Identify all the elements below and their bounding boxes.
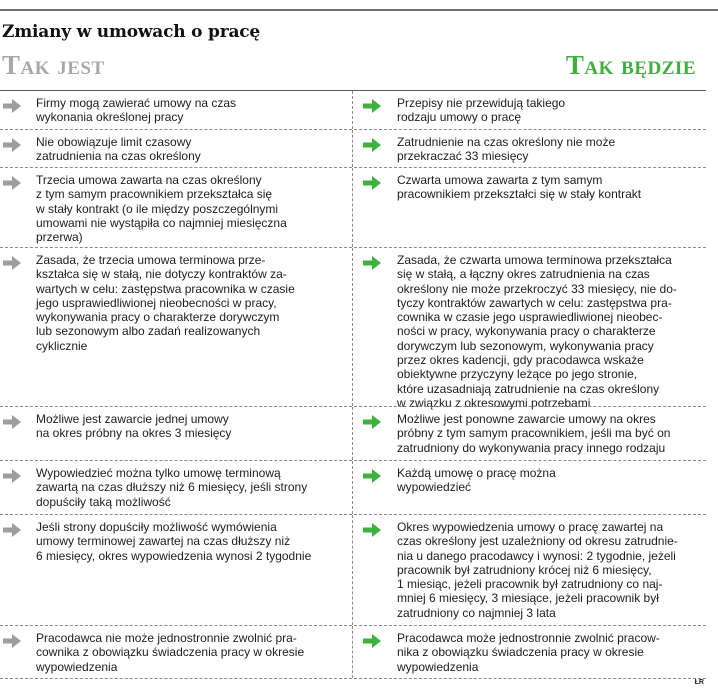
arrow-right-green-icon <box>362 633 382 649</box>
current-rule-text: Firmy mogą zawierać umowy na czas wykonania określonej pracy <box>36 96 237 125</box>
comparison-row <box>0 514 706 625</box>
current-rule-text: Wypowiedzieć można tylko umowę terminową zawartą na czas dłuższy niż 6 miesięcy, jeśli strony dopuściły taką możliwość <box>36 466 308 509</box>
arrow-right-gray-icon <box>2 137 22 153</box>
future-rule-text: Możliwe jest ponowne zawarcie umowy na okres próbny z tym samym pracownikiem, jeśli ma być on zatrudniony do wykonywania pracy innego rodzaju <box>397 412 671 455</box>
comparison-table <box>0 90 706 679</box>
arrow-right-gray-icon <box>2 633 22 649</box>
column-divider <box>352 91 353 129</box>
column-divider <box>352 461 353 514</box>
comparison-row <box>0 129 706 167</box>
future-rule-text: Zasada, że czwarta umowa terminowa przekształca się w stałą, a łączny okres zatrudnienia na czas określony nie może przekroczyć 33 miesięcy, nie do- tyczy kontraktów zawartych w celu: zastępstwa pra- cownika w czasie jego usprawiedliwionej nieobec- ności w pracy, wykonywania pracy o charakterze dorywczym lub sezonowym, wykonywania pracy przez okres kadencji, gdy pracodawca wskaże obiektywne przyczyny leżące po jego stronie, które uzasadniają zatrudnienie na czas określony w związku z okresowymi potrzebami <box>397 253 677 410</box>
future-rule-text: Okres wypowiedzenia umowy o pracę zawartej na czas określony jest uzależniony od okresu zatrudnie- nia u danego pracodawcy i wynosi: 2 tygodnie, jeżeli pracownik był zatrudniony krócej niż 6 miesięcy, 1 miesiąc, jeżeli pracownik był zatrudniony co naj- mniej 6 miesięcy, 3 miesiące, jeżeli pracownik był zatrudniony co najmniej 3 lata <box>397 520 678 620</box>
future-rule-text: Zatrudnienie na czas określony nie może przekraczać 33 miesięcy <box>397 135 616 164</box>
column-divider <box>352 130 353 167</box>
column-divider <box>352 407 353 460</box>
arrow-right-gray-icon <box>2 98 22 114</box>
comparison-row <box>0 90 706 129</box>
column-divider <box>352 515 353 625</box>
comparison-row <box>0 247 706 410</box>
arrow-right-gray-icon <box>2 468 22 484</box>
future-rule-text: Pracodawca może jednostronnie zwolnić pracow- nika z obowiązku świadczenia pracy w okresie wypowiedzenia <box>397 631 660 674</box>
current-rule-text: Trzecia umowa zawarta na czas określony z tym samym pracownikiem przekształca się w stały kontrakt (o ile między poszczególnymi umowami nie wystąpiła co najmniej miesięczna przerwa) <box>36 173 287 245</box>
page-title: Zmiany w umowach o pracę <box>2 22 261 42</box>
current-rule-text: Możliwe jest zawarcie jednej umowy na okres próbny na okres 3 miesięcy <box>36 412 232 441</box>
column-header-current: Tak jest <box>2 50 105 80</box>
comparison-row <box>0 625 706 679</box>
arrow-right-green-icon <box>362 175 382 191</box>
arrow-right-green-icon <box>362 137 382 153</box>
current-rule-text: Zasada, że trzecia umowa terminowa prze- kształca się w stałą, nie dotyczy kontraktów za- wartych w celu: zastępstwa pracownika w czasie jego usprawiedliwionej nieobecności w pracy, wykonywania pracy o charakterze dorywczym lub sezonowym albo zadań realizowanych cyklicznie <box>36 253 295 353</box>
future-rule-text: Czwarta umowa zawarta z tym samym pracownikiem przekształci się w stały kontrakt <box>397 173 642 202</box>
current-rule-text: Nie obowiązuje limit czasowy zatrudnienia na czas określony <box>36 135 201 164</box>
current-rule-text: Pracodawca nie może jednostronnie zwolnić pra- cownika z obowiązku świadczenia pracy w okresie wypowiedzenia <box>36 631 305 674</box>
arrow-right-gray-icon <box>2 175 22 191</box>
arrow-right-green-icon <box>362 255 382 271</box>
current-rule-text: Jeśli strony dopuściły możliwość wymówienia umowy terminowej zawartej na czas dłuższy niż 6 miesięcy, okres wypowiedzenia wynosi 2 tygodnie <box>36 520 312 563</box>
comparison-row <box>0 406 706 460</box>
future-rule-text: Przepisy nie przewidują takiego rodzaju umowy o pracę <box>397 96 566 125</box>
column-divider <box>352 248 353 406</box>
column-divider <box>352 168 353 247</box>
arrow-right-green-icon <box>362 468 382 484</box>
top-rule <box>0 9 718 11</box>
column-header-future: Tak będzie <box>565 50 696 80</box>
comparison-row <box>0 167 706 247</box>
arrow-right-gray-icon <box>2 414 22 430</box>
author-credit: ŁR <box>694 679 704 686</box>
comparison-row <box>0 460 706 514</box>
arrow-right-gray-icon <box>2 255 22 271</box>
arrow-right-green-icon <box>362 98 382 114</box>
column-divider <box>352 626 353 678</box>
arrow-right-green-icon <box>362 414 382 430</box>
arrow-right-green-icon <box>362 522 382 538</box>
future-rule-text: Każdą umowę o pracę można wypowiedzieć <box>397 466 556 495</box>
arrow-right-gray-icon <box>2 522 22 538</box>
